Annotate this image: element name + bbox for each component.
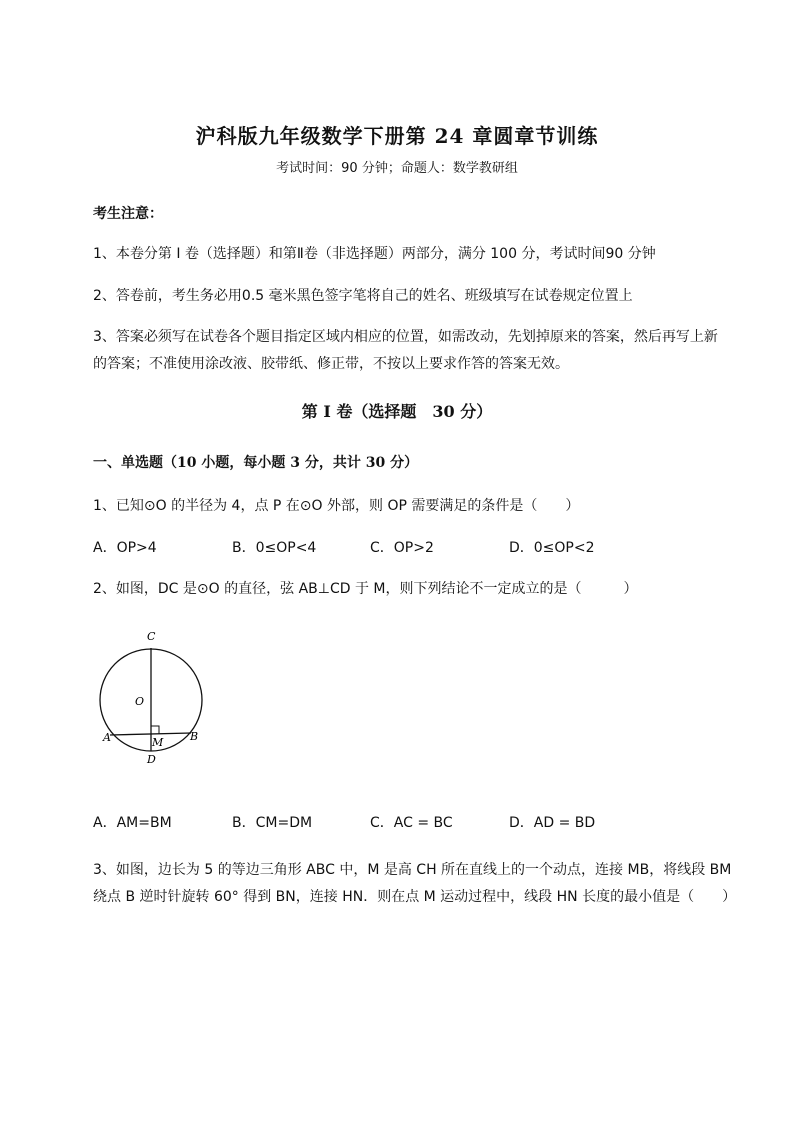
notice-item-1: 1、本卷分第 I 卷（选择题）和第Ⅱ卷（非选择题）两部分，满分 100 分，考试时间90 分钟 <box>93 246 656 262</box>
circle-figure <box>90 620 220 780</box>
question-3-stem-line-1: 3、如图，边长为 5 的等边三角形 ABC 中，M 是高 CH 所在直线上的一个动点，连接 MB，将线段 BM <box>93 862 732 878</box>
page-title: 沪科版九年级数学下册第 24 章圆章节训练 <box>195 124 599 148</box>
label-m: M <box>152 736 164 749</box>
notice-heading: 考生注意： <box>93 206 163 222</box>
q2-option-c: C．AC = BC <box>370 815 453 831</box>
notice-item-3: 3、答案必须写在试卷各个题目指定区域内相应的位置，如需改动，先划掉原来的答案，然后再写上新 <box>93 329 718 345</box>
right-angle-mark <box>151 726 159 734</box>
notice-item-2: 2、答卷前，考生务必用0.5 毫米黑色签字笔将自己的姓名、班级填写在试卷规定位置上 <box>93 288 633 304</box>
q1-option-a: A．OP>4 <box>93 540 157 556</box>
q2-option-d: D．AD = BD <box>509 815 596 831</box>
label-b: B <box>190 730 199 743</box>
q2-option-b: B．CM=DM <box>232 815 313 831</box>
question-2-stem: 2、如图，DC 是⊙O 的直径，弦 AB⊥CD 于 M，则下列结论不一定成立的是（ ） <box>93 581 638 597</box>
q1-option-c: C．OP>2 <box>370 540 434 556</box>
question-1-stem: 1、已知⊙O 的半径为 4，点 P 在⊙O 外部，则 OP 需要满足的条件是（ ） <box>93 498 580 514</box>
question-3-stem-line-2: 绕点 B 逆时针旋转 60° 得到 BN，连接 HN．则在点 M 运动过程中，线段 HN 长度的最小值是（ ） <box>93 889 737 905</box>
q1-option-d: D．0≤OP<2 <box>509 540 595 556</box>
section-title: 第 I 卷（选择题 30 分） <box>301 402 493 421</box>
q2-option-a: A．AM=BM <box>93 815 172 831</box>
label-d: D <box>147 753 156 766</box>
label-c: C <box>147 630 156 643</box>
exam-info: 考试时间：90 分钟；命题人：数学教研组 <box>276 161 518 176</box>
part-heading: 一、单选题（10 小题，每小题 3 分，共计 30 分） <box>93 455 419 471</box>
label-o: O <box>135 695 145 708</box>
label-a: A <box>103 731 111 744</box>
q1-option-b: B．0≤OP<4 <box>232 540 317 556</box>
notice-item-3-cont: 的答案；不准使用涂改液、胶带纸、修正带，不按以上要求作答的答案无效。 <box>93 356 569 372</box>
